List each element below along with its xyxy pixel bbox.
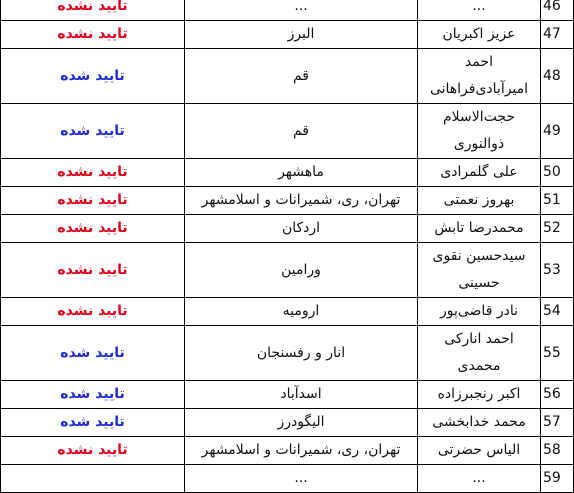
candidate-name: اکبر رنجبرزاده: [418, 381, 541, 409]
candidate-name: محمدرضا تابش: [418, 215, 541, 243]
table-row: [1, 243, 574, 298]
table-row: [1, 381, 574, 409]
candidate-name: عزیز اکبریان: [418, 21, 541, 49]
approval-status: تایید شده: [1, 381, 185, 409]
constituency: انار و رفسنجان: [185, 326, 418, 381]
table-row: [1, 298, 574, 326]
table-row: [1, 437, 574, 465]
row-number: 59: [541, 465, 574, 493]
candidate-name: احمد انارکی محمدی: [418, 326, 541, 381]
table-row: [1, 21, 574, 49]
table-row: [1, 326, 574, 381]
approval-status: تایید نشده: [1, 215, 185, 243]
constituency: الیگودرز: [185, 409, 418, 437]
candidate-name: سیدحسین نقوی حسینی: [418, 243, 541, 298]
row-number: 53: [541, 243, 574, 298]
candidate-name: محمد خدابخشی: [418, 409, 541, 437]
constituency: اردکان: [185, 215, 418, 243]
row-number: 56: [541, 381, 574, 409]
candidate-name: نادر قاضی‌پور: [418, 298, 541, 326]
table-row: [1, 0, 574, 21]
candidate-name: ...: [418, 465, 541, 493]
constituency: قم: [185, 104, 418, 159]
approval-status: تایید نشده: [1, 21, 185, 49]
constituency: تهران، ری، شمیرانات و اسلامشهر: [185, 437, 418, 465]
row-number: 48: [541, 49, 574, 104]
candidate-name: ...: [418, 0, 541, 21]
table-row: [1, 215, 574, 243]
constituency: البرز: [185, 21, 418, 49]
constituency: ...: [185, 465, 418, 493]
row-number: 46: [541, 0, 574, 21]
candidate-name: بهروز نعمتی: [418, 187, 541, 215]
approval-status: تایید نشده: [1, 0, 185, 21]
constituency: قم: [185, 49, 418, 104]
row-number: 47: [541, 21, 574, 49]
constituency: ارومیه: [185, 298, 418, 326]
constituency: تهران، ری، شمیرانات و اسلامشهر: [185, 187, 418, 215]
table-row: [1, 409, 574, 437]
table-row: [1, 465, 574, 493]
candidate-name: الیاس حضرتی: [418, 437, 541, 465]
row-number: 49: [541, 104, 574, 159]
candidate-name: حجت‌الاسلام ذوالنوری: [418, 104, 541, 159]
row-number: 52: [541, 215, 574, 243]
approval-status: تایید شده: [1, 409, 185, 437]
approval-status: تایید نشده: [1, 159, 185, 187]
candidate-name: علی گلمرادی: [418, 159, 541, 187]
approval-status: تایید نشده: [1, 243, 185, 298]
row-number: 54: [541, 298, 574, 326]
approval-status: تایید شده: [1, 49, 185, 104]
table-row: [1, 49, 574, 104]
table-body: [1, 0, 574, 493]
table-row: [1, 187, 574, 215]
approval-status: تایید نشده: [1, 187, 185, 215]
row-number: 58: [541, 437, 574, 465]
approval-status: تایید شده: [1, 326, 185, 381]
constituency: ماهشهر: [185, 159, 418, 187]
approval-status: [1, 465, 185, 493]
approval-status: تایید شده: [1, 104, 185, 159]
table-row: [1, 104, 574, 159]
constituency: ...: [185, 0, 418, 21]
approval-status: تایید نشده: [1, 298, 185, 326]
row-number: 50: [541, 159, 574, 187]
row-number: 55: [541, 326, 574, 381]
table-row: [1, 159, 574, 187]
constituency: ورامین: [185, 243, 418, 298]
row-number: 51: [541, 187, 574, 215]
approval-status: تایید نشده: [1, 437, 185, 465]
candidate-name: احمد امیرآبادی‌فراهانی: [418, 49, 541, 104]
row-number: 57: [541, 409, 574, 437]
constituency: اسدآباد: [185, 381, 418, 409]
